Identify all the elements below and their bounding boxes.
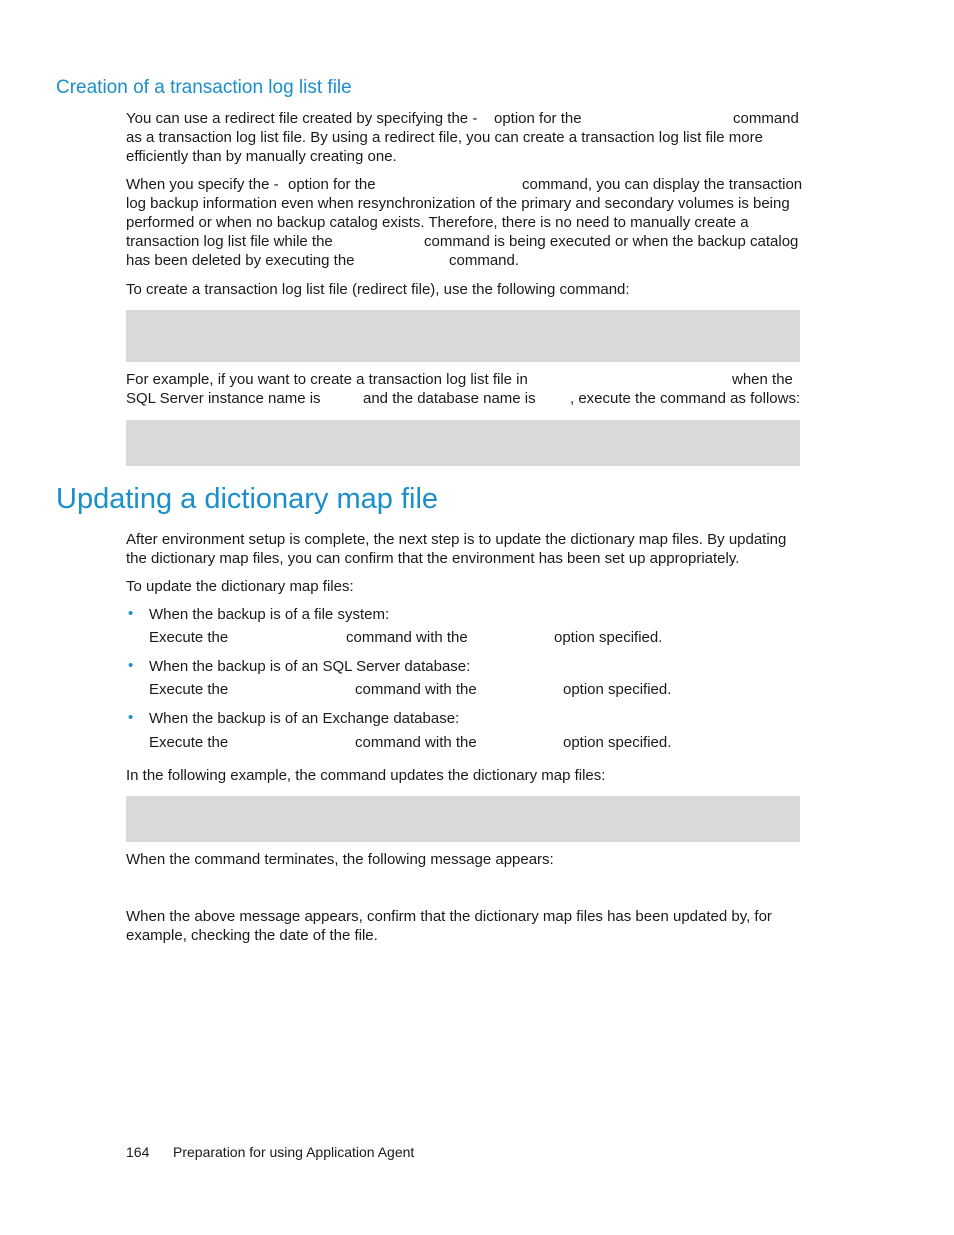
section-heading: Creation of a transaction log list file [56,77,352,98]
text-segment: Execute the [149,734,229,751]
bullet-icon: • [128,709,134,726]
text-segment: option specified. [554,629,663,646]
code-block [126,796,800,842]
text-line: efficiently than by manually creating one. [126,148,397,165]
bullet-icon: • [128,605,134,622]
footer-title: Preparation for using Application Agent [173,1144,415,1160]
list-item-label: When the backup is of a file system: [149,606,390,623]
code-block [126,310,800,362]
main-heading: Updating a dictionary map file [56,483,439,515]
page-number: 164 [126,1144,150,1160]
text-segment: command with the [355,734,477,751]
text-segment: has been deleted by executing the [126,252,355,269]
text-line: the dictionary map files, you can confirm that the environment has been set up appropriately. [126,550,740,567]
text-line: When the above message appears, confirm that the dictionary map files has been updated by, for [126,908,772,925]
text-segment: transaction log list file while the [126,233,333,250]
paragraph-following-example: In the following example, the command updates the dictionary map files: [126,767,606,784]
text-segment: For example, if you want to create a transaction log list file in [126,371,528,388]
text-segment: When you specify the - [126,176,279,193]
paragraph-create-command: To create a transaction log list file (redirect file), use the following command: [126,281,630,298]
text-line: log backup information even when resynchronization of the primary and secondary volumes is being [126,195,790,212]
bullet-icon: • [128,657,134,674]
text-segment: option specified. [563,681,672,698]
text-segment: SQL Server instance name is [126,390,321,407]
text-segment: , execute the command as follows: [570,390,801,407]
text-line: performed or when no backup catalog exists. Therefore, there is no need to manually create a [126,214,749,231]
text-segment: command [733,110,799,127]
text-segment: when the [732,371,793,388]
list-item-label: When the backup is of an Exchange database: [149,710,460,727]
paragraph-terminates: When the command terminates, the following message appears: [126,851,554,868]
text-segment: option specified. [563,734,672,751]
text-line: example, checking the date of the file. [126,927,378,944]
text-segment: Execute the [149,681,229,698]
text-segment: You can use a redirect file created by specifying the - [126,110,478,127]
text-segment: option for the [494,110,582,127]
text-segment: Execute the [149,629,229,646]
text-segment: command. [449,252,520,269]
text-segment: option for the [288,176,376,193]
text-segment: command with the [346,629,468,646]
paragraph-to-update: To update the dictionary map files: [126,578,354,595]
text-line: After environment setup is complete, the next step is to update the dictionary map files. By updating [126,531,787,548]
text-segment: command with the [355,681,477,698]
text-segment: command is being executed or when the backup catalog [424,233,799,250]
text-segment: command, you can display the transaction [522,176,803,193]
list-item-label: When the backup is of an SQL Server database: [149,658,471,675]
code-block [126,420,800,466]
text-segment: and the database name is [363,390,536,407]
text-line: as a transaction log list file. By using a redirect file, you can create a transaction log list file more [126,129,763,146]
